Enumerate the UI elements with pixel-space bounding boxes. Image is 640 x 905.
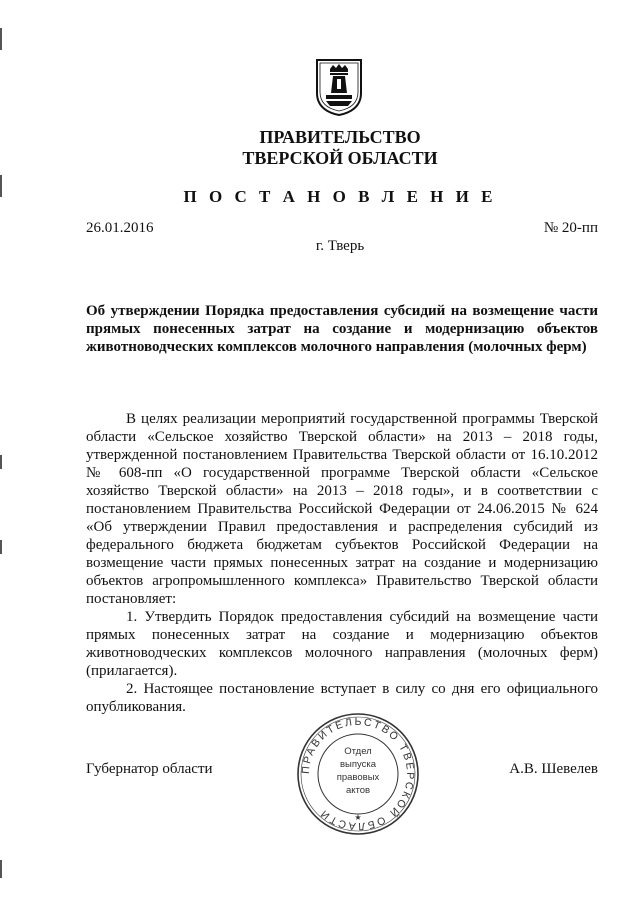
- svg-text:★: ★: [354, 813, 362, 822]
- signer-role: Губернатор области: [86, 761, 213, 777]
- org-title-line2: ТВЕРСКОЙ ОБЛАСТИ: [242, 148, 438, 168]
- stamp-line-4: актов: [345, 785, 371, 796]
- body-item-2: 2. Настоящее постановление вступает в силу со дня его официального опубликования.: [86, 681, 598, 715]
- coat-of-arms-icon: [314, 57, 364, 117]
- document-subject: Об утверждении Порядка предоставления субсидий на возмещение части прямых понесенных затрат на создание и модернизацию объектов животноводческих комплексов молочного направления (молочных ферм): [86, 303, 598, 355]
- stamp-line-1: Отдел: [344, 746, 372, 757]
- signer-name: А.В. Шевелев: [509, 761, 598, 777]
- stamp-line-2: выпуска: [339, 759, 377, 770]
- scan-edge-mark: [0, 860, 2, 878]
- body-item-1: 1. Утвердить Порядок предоставления субсидий на возмещение части прямых понесенных затрат на создание и модернизацию объектов животноводческих комплексов молочного направления (молочных ферм) (прилагается).: [86, 609, 598, 679]
- document-body: [86, 410, 598, 716]
- document-date: 26.01.2016: [86, 220, 154, 236]
- scan-edge-mark: [0, 540, 2, 554]
- document-number: № 20-пп: [543, 220, 598, 236]
- body-preamble: В целях реализации мероприятий государственной программы Тверской области «Сельское хозяйство Тверской области» на 2013 – 2018 годы, утвержденной постановлением Правительства Тверской области от 16.10.2012 № 608-пп «О государственной программе Тверской области «Сельское хозяйство Тверской области» на 2013 – 2018 годы», и в соответствии с постановлением Правительства Российской Федерации от 24.06.2015 № 624 «Об утверждении Правил предоставления и распределения субсидий из федерального бюджета бюджетам субъектов Российской Федерации на возмещение части прямых понесенных затрат на создание и модернизацию объектов агропромышленного комплекса» Правительство Тверской области постановляет:: [86, 411, 598, 607]
- org-title-line1: ПРАВИТЕЛЬСТВО: [259, 127, 421, 147]
- stamp-ring-text: ПРАВИТЕЛЬСТВО ТВЕРСКОЙ ОБЛАСТИ: [299, 715, 417, 833]
- scan-edge-mark: [0, 455, 2, 469]
- stamp-line-3: правовых: [336, 772, 380, 783]
- scan-edge-mark: [0, 28, 2, 50]
- document-type: П О С Т А Н О В Л Е Н И Е: [183, 187, 497, 206]
- document-city: г. Тверь: [315, 238, 365, 254]
- stamp-center-text: [318, 745, 398, 797]
